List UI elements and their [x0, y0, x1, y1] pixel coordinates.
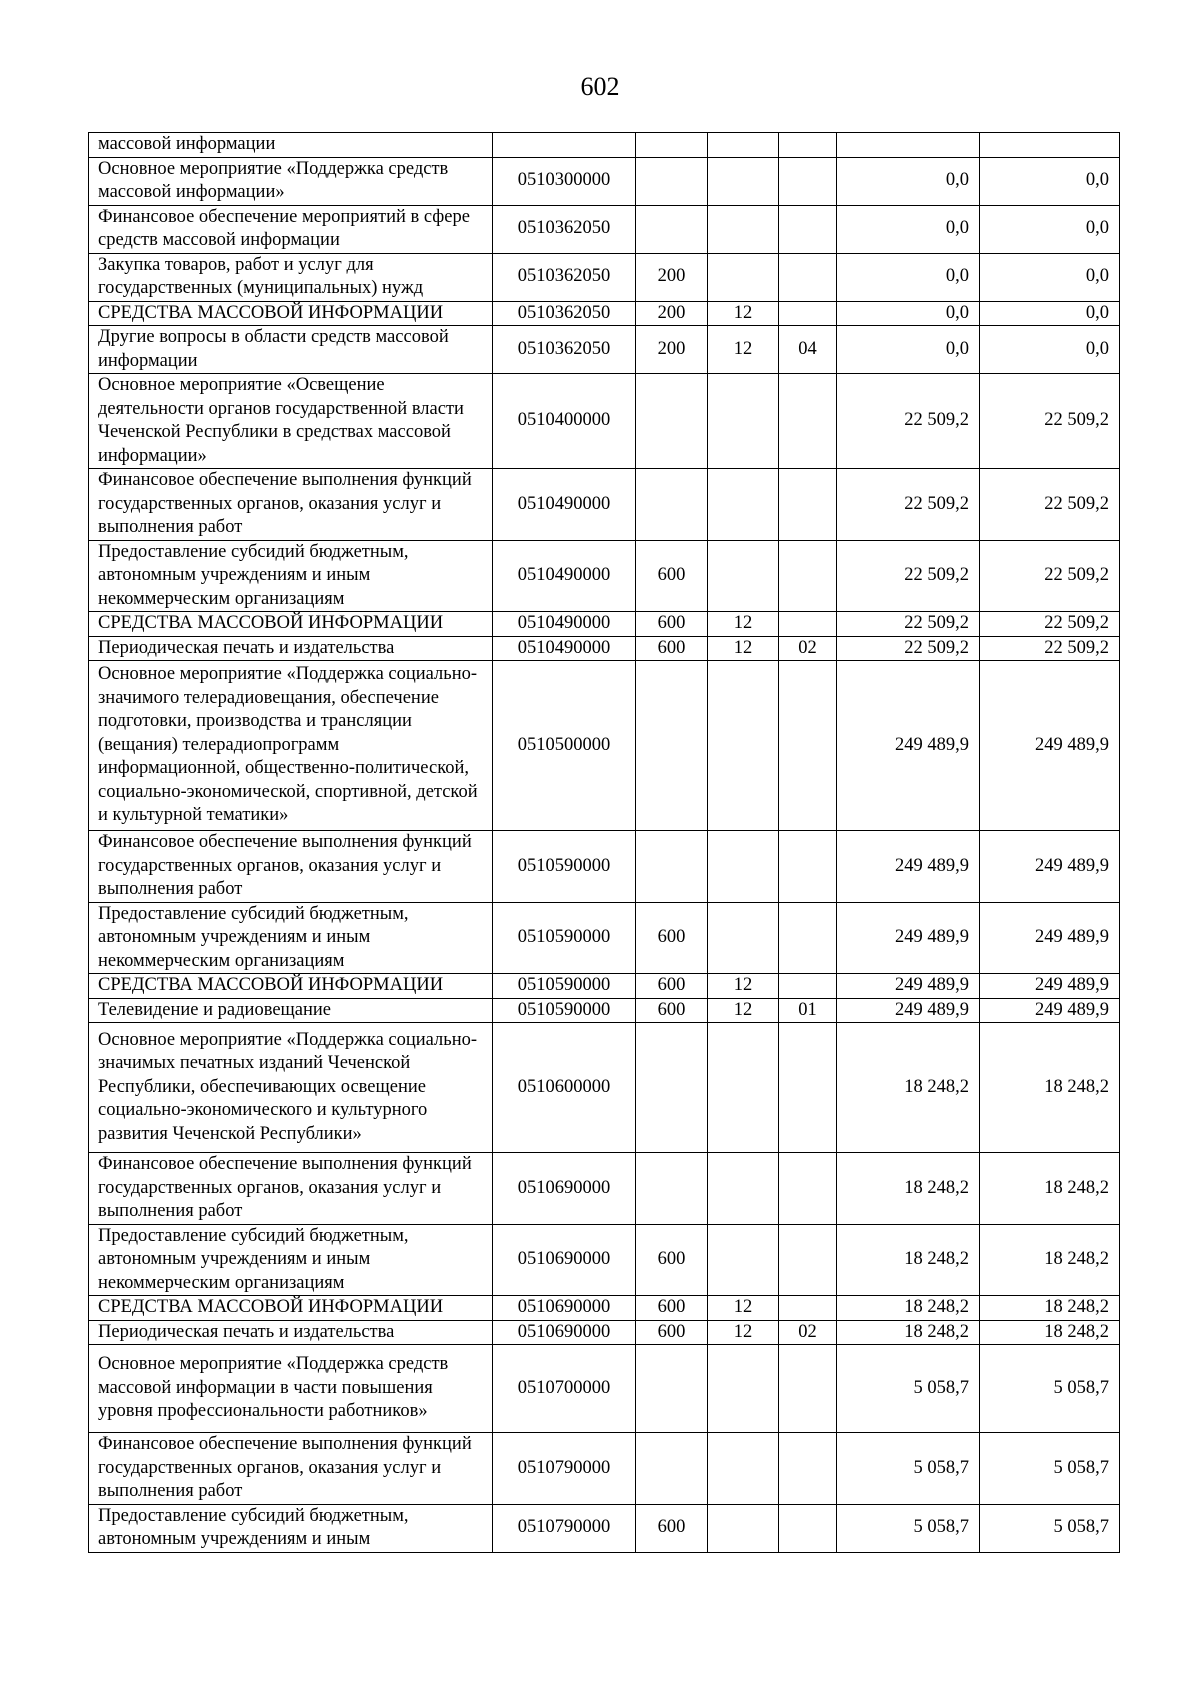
row-pr: 01 [779, 998, 837, 1023]
row-sum-2: 0,0 [980, 301, 1120, 326]
row-name: Финансовое обеспечение выполнения функций государственных органов, оказания услуг и выполнения работ [89, 469, 493, 541]
row-sum-1: 18 248,2 [837, 1320, 980, 1345]
row-sum-1: 22 509,2 [837, 540, 980, 612]
row-vr: 600 [636, 1504, 708, 1552]
table-row [89, 540, 1120, 612]
row-rz [708, 1504, 779, 1552]
row-vr [636, 1345, 708, 1433]
row-vr [636, 205, 708, 253]
row-name: Основное мероприятие «Поддержка средств массовой информации в части повышения уровня профессиональности работников» [89, 1345, 493, 1433]
row-sum-2: 249 489,9 [980, 902, 1120, 974]
table-row [89, 374, 1120, 469]
row-name: Основное мероприятие «Поддержка средств массовой информации» [89, 157, 493, 205]
row-code: 0510362050 [493, 326, 636, 374]
row-name: Предоставление субсидий бюджетным, автономным учреждениям и иным некоммерческим организациям [89, 902, 493, 974]
row-pr [779, 1296, 837, 1321]
table-row [89, 1345, 1120, 1433]
row-code: 0510690000 [493, 1224, 636, 1296]
row-sum-2: 0,0 [980, 157, 1120, 205]
table-row [89, 612, 1120, 637]
row-vr: 600 [636, 1320, 708, 1345]
row-sum-2: 249 489,9 [980, 998, 1120, 1023]
budget-table [88, 132, 1120, 1553]
table-row [89, 1320, 1120, 1345]
row-sum-2: 249 489,9 [980, 661, 1120, 831]
row-name: Финансовое обеспечение мероприятий в сфере средств массовой информации [89, 205, 493, 253]
table-row [89, 469, 1120, 541]
row-rz: 12 [708, 636, 779, 661]
row-code [493, 133, 636, 158]
row-code: 0510700000 [493, 1345, 636, 1433]
row-name: СРЕДСТВА МАССОВОЙ ИНФОРМАЦИИ [89, 301, 493, 326]
row-vr: 200 [636, 301, 708, 326]
row-rz [708, 469, 779, 541]
row-code: 0510590000 [493, 998, 636, 1023]
row-sum-1: 249 489,9 [837, 902, 980, 974]
row-code: 0510590000 [493, 831, 636, 903]
row-name: Периодическая печать и издательства [89, 1320, 493, 1345]
table-row [89, 253, 1120, 301]
row-sum-2 [980, 133, 1120, 158]
row-vr [636, 133, 708, 158]
row-sum-2: 249 489,9 [980, 831, 1120, 903]
row-sum-1: 22 509,2 [837, 374, 980, 469]
row-pr [779, 1433, 837, 1505]
row-rz [708, 157, 779, 205]
row-sum-2: 0,0 [980, 326, 1120, 374]
table-row [89, 1224, 1120, 1296]
table-row [89, 157, 1120, 205]
table-row [89, 1433, 1120, 1505]
row-sum-1: 0,0 [837, 157, 980, 205]
row-pr [779, 1023, 837, 1153]
row-rz: 12 [708, 1296, 779, 1321]
row-code: 0510690000 [493, 1153, 636, 1225]
row-sum-1: 18 248,2 [837, 1023, 980, 1153]
row-vr [636, 1433, 708, 1505]
row-vr: 600 [636, 902, 708, 974]
row-rz [708, 1153, 779, 1225]
row-code: 0510400000 [493, 374, 636, 469]
table-row [89, 974, 1120, 999]
row-vr [636, 661, 708, 831]
row-name: Закупка товаров, работ и услуг для государственных (муниципальных) нужд [89, 253, 493, 301]
row-pr: 04 [779, 326, 837, 374]
row-vr: 600 [636, 540, 708, 612]
row-name: СРЕДСТВА МАССОВОЙ ИНФОРМАЦИИ [89, 1296, 493, 1321]
row-rz [708, 1224, 779, 1296]
row-rz: 12 [708, 301, 779, 326]
table-row [89, 998, 1120, 1023]
row-pr [779, 1153, 837, 1225]
row-code: 0510690000 [493, 1320, 636, 1345]
row-pr [779, 902, 837, 974]
row-code: 0510362050 [493, 205, 636, 253]
row-sum-2: 22 509,2 [980, 612, 1120, 637]
row-pr [779, 469, 837, 541]
row-code: 0510362050 [493, 253, 636, 301]
row-name: Периодическая печать и издательства [89, 636, 493, 661]
row-vr: 600 [636, 636, 708, 661]
row-sum-2: 249 489,9 [980, 974, 1120, 999]
row-sum-1: 18 248,2 [837, 1153, 980, 1225]
row-name: Основное мероприятие «Поддержка социально-значимого телерадиовещания, обеспечение подготовки, производства и трансляции (вещания) телерадиопрограмм информационной, общественно-политической, социально-экономической, спортивной, детской и культурной тематики» [89, 661, 493, 831]
row-sum-2: 22 509,2 [980, 374, 1120, 469]
row-sum-1: 249 489,9 [837, 831, 980, 903]
table-row [89, 301, 1120, 326]
row-sum-2: 0,0 [980, 205, 1120, 253]
row-sum-2: 22 509,2 [980, 636, 1120, 661]
row-vr [636, 157, 708, 205]
row-code: 0510490000 [493, 612, 636, 637]
row-pr [779, 301, 837, 326]
row-sum-2: 5 058,7 [980, 1345, 1120, 1433]
row-vr: 600 [636, 974, 708, 999]
row-vr [636, 1023, 708, 1153]
row-pr [779, 374, 837, 469]
table-row [89, 831, 1120, 903]
row-sum-2: 18 248,2 [980, 1224, 1120, 1296]
table-row [89, 636, 1120, 661]
row-code: 0510790000 [493, 1504, 636, 1552]
table-row [89, 1153, 1120, 1225]
row-sum-2: 18 248,2 [980, 1023, 1120, 1153]
row-rz [708, 831, 779, 903]
row-pr [779, 831, 837, 903]
table-row [89, 205, 1120, 253]
row-code: 0510590000 [493, 902, 636, 974]
row-pr [779, 1224, 837, 1296]
row-code: 0510490000 [493, 469, 636, 541]
row-sum-1: 18 248,2 [837, 1296, 980, 1321]
row-sum-1: 249 489,9 [837, 998, 980, 1023]
row-sum-1: 5 058,7 [837, 1345, 980, 1433]
table-row [89, 902, 1120, 974]
row-sum-2: 22 509,2 [980, 469, 1120, 541]
row-vr [636, 1153, 708, 1225]
row-code: 0510300000 [493, 157, 636, 205]
row-rz [708, 1433, 779, 1505]
row-rz [708, 540, 779, 612]
row-name: Предоставление субсидий бюджетным, автономным учреждениям и иным [89, 1504, 493, 1552]
row-vr: 200 [636, 253, 708, 301]
row-pr: 02 [779, 1320, 837, 1345]
row-code: 0510590000 [493, 974, 636, 999]
row-pr [779, 253, 837, 301]
row-code: 0510790000 [493, 1433, 636, 1505]
row-name: Предоставление субсидий бюджетным, автономным учреждениям и иным некоммерческим организациям [89, 540, 493, 612]
row-sum-2: 0,0 [980, 253, 1120, 301]
row-sum-1: 249 489,9 [837, 974, 980, 999]
row-rz: 12 [708, 1320, 779, 1345]
row-rz: 12 [708, 612, 779, 637]
row-name: Основное мероприятие «Поддержка социально-значимых печатных изданий Чеченской Республики, обеспечивающих освещение социально-экономического и культурного развития Чеченской Республики» [89, 1023, 493, 1153]
table-row [89, 661, 1120, 831]
page-number: 602 [580, 72, 620, 101]
row-name: Финансовое обеспечение выполнения функций государственных органов, оказания услуг и выполнения работ [89, 1433, 493, 1505]
row-rz [708, 253, 779, 301]
row-rz: 12 [708, 974, 779, 999]
row-sum-1: 0,0 [837, 253, 980, 301]
row-vr: 200 [636, 326, 708, 374]
row-pr [779, 1345, 837, 1433]
row-code: 0510490000 [493, 636, 636, 661]
row-rz [708, 661, 779, 831]
row-name: СРЕДСТВА МАССОВОЙ ИНФОРМАЦИИ [89, 974, 493, 999]
row-vr [636, 831, 708, 903]
row-rz: 12 [708, 326, 779, 374]
row-pr [779, 1504, 837, 1552]
row-rz: 12 [708, 998, 779, 1023]
row-vr: 600 [636, 998, 708, 1023]
row-pr [779, 540, 837, 612]
row-sum-1: 22 509,2 [837, 612, 980, 637]
row-code: 0510362050 [493, 301, 636, 326]
table-row [89, 133, 1120, 158]
table-row [89, 1023, 1120, 1153]
table-row [89, 1296, 1120, 1321]
row-rz [708, 1345, 779, 1433]
row-name: массовой информации [89, 133, 493, 158]
row-name: Финансовое обеспечение выполнения функций государственных органов, оказания услуг и выполнения работ [89, 1153, 493, 1225]
row-name: Основное мероприятие «Освещение деятельности органов государственной власти Чеченской Республики в средствах массовой информации» [89, 374, 493, 469]
row-sum-1: 5 058,7 [837, 1504, 980, 1552]
row-name: Финансовое обеспечение выполнения функций государственных органов, оказания услуг и выполнения работ [89, 831, 493, 903]
row-code: 0510690000 [493, 1296, 636, 1321]
row-pr [779, 612, 837, 637]
row-name: Предоставление субсидий бюджетным, автономным учреждениям и иным некоммерческим организациям [89, 1224, 493, 1296]
row-pr [779, 661, 837, 831]
row-sum-2: 22 509,2 [980, 540, 1120, 612]
row-name: Другие вопросы в области средств массовой информации [89, 326, 493, 374]
row-code: 0510490000 [493, 540, 636, 612]
row-sum-1: 0,0 [837, 301, 980, 326]
row-vr [636, 469, 708, 541]
row-sum-1: 0,0 [837, 205, 980, 253]
row-vr: 600 [636, 612, 708, 637]
row-sum-2: 5 058,7 [980, 1504, 1120, 1552]
row-rz [708, 205, 779, 253]
table-row [89, 326, 1120, 374]
row-pr [779, 974, 837, 999]
row-vr [636, 374, 708, 469]
row-pr [779, 133, 837, 158]
table-row [89, 1504, 1120, 1552]
row-pr [779, 205, 837, 253]
row-pr: 02 [779, 636, 837, 661]
row-sum-1: 22 509,2 [837, 636, 980, 661]
row-rz [708, 374, 779, 469]
row-sum-2: 18 248,2 [980, 1153, 1120, 1225]
row-sum-1: 0,0 [837, 326, 980, 374]
row-sum-2: 5 058,7 [980, 1433, 1120, 1505]
row-name: СРЕДСТВА МАССОВОЙ ИНФОРМАЦИИ [89, 612, 493, 637]
row-sum-1 [837, 133, 980, 158]
row-code: 0510500000 [493, 661, 636, 831]
row-vr: 600 [636, 1224, 708, 1296]
row-sum-1: 5 058,7 [837, 1433, 980, 1505]
row-sum-1: 18 248,2 [837, 1224, 980, 1296]
row-sum-1: 22 509,2 [837, 469, 980, 541]
row-sum-2: 18 248,2 [980, 1296, 1120, 1321]
row-name: Телевидение и радиовещание [89, 998, 493, 1023]
row-pr [779, 157, 837, 205]
row-rz [708, 902, 779, 974]
row-sum-2: 18 248,2 [980, 1320, 1120, 1345]
row-rz [708, 1023, 779, 1153]
row-sum-1: 249 489,9 [837, 661, 980, 831]
row-rz [708, 133, 779, 158]
row-vr: 600 [636, 1296, 708, 1321]
row-code: 0510600000 [493, 1023, 636, 1153]
